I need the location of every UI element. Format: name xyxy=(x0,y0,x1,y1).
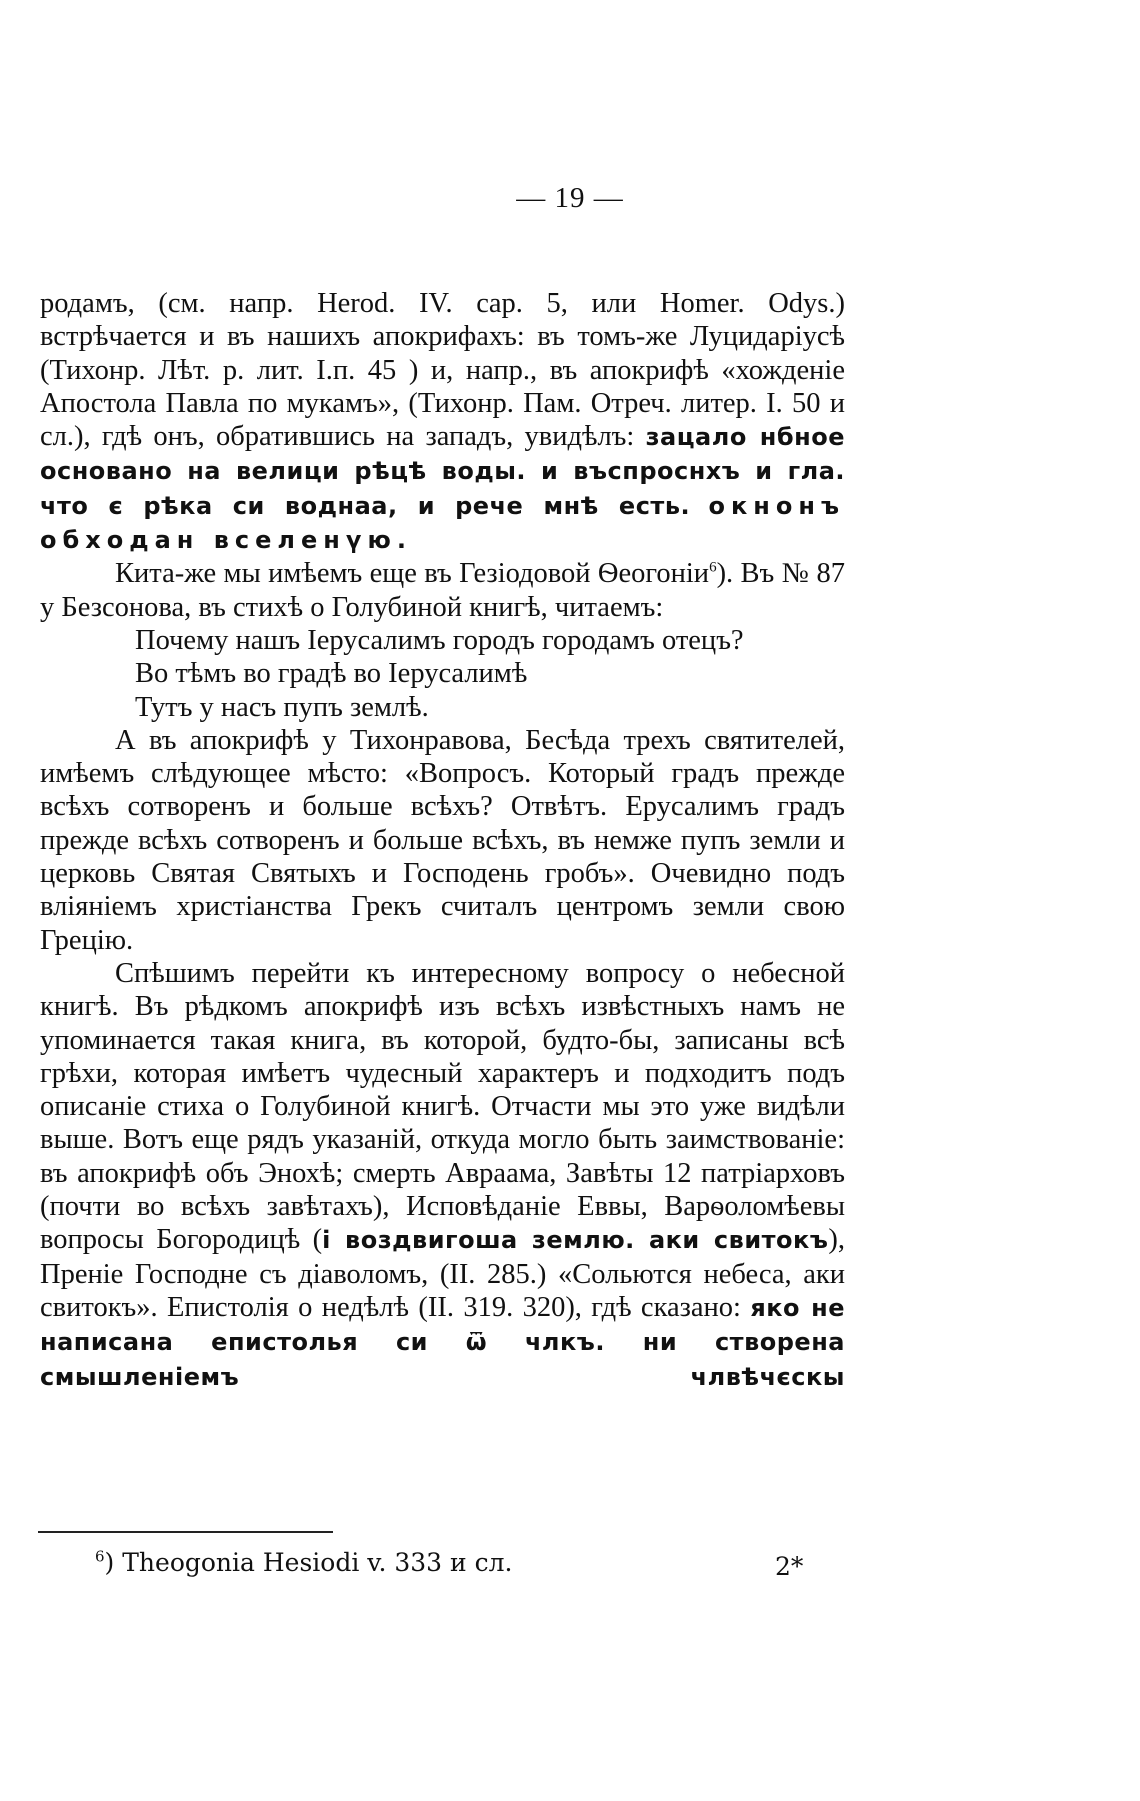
slavonic-quote-1-spaced: окнонъ обходан вселенүю. xyxy=(40,491,845,555)
slavonic-quote-1: зацало нбное основано на велици рѣцѣ воды. и въспроснхъ и гла. что є рѣка си воднаа, и рече мнѣ есть. xyxy=(40,423,845,520)
footnote-ref: 6 xyxy=(709,559,717,576)
verse-line: Во тѣмъ во градѣ во Іерусалимѣ xyxy=(135,658,528,690)
paragraph-4-text: Спѣшимъ перейти къ интересному вопросу о небесной книгѣ. Въ рѣдкомъ апокрифѣ изъ всѣхъ извѣстныхъ намъ не упоминается такая книга, въ которой, будто-бы, записаны всѣ грѣхи, которая имѣетъ чудесный характеръ и подходитъ подъ описаніе стиха о Голубиной книгѣ. Отчасти мы это уже видѣли выше. Вотъ еще рядъ указаній, откуда могло быть заимствованіе: въ апокрифѣ объ Энохѣ; смерть Авраама, Завѣты 12 патріарховъ (почти во всѣхъ завѣтахъ), Исповѣданіе Еввы, Варѳоломѣевы вопросы Богородицѣ ( xyxy=(40,957,845,1256)
paragraph-1-text: родамъ, (см. напр. Herod. IV. cap. 5, или Homer. Odys.) встрѣчается и въ нашихъ апокрифахъ: въ томъ-же Луцидаріусѣ (Тихонр. Лѣт. р. лит. I.п. 45 ) и, напр., въ апокрифѣ «хожденіе Апостола Павла по мукамъ», (Тихонр. Пам. Отреч. литер. I. 50 и сл.), гдѣ онъ, обратившись на западъ, увидѣлъ: xyxy=(40,288,845,453)
footnote-mark: 6 xyxy=(95,1547,105,1566)
paragraph-2 xyxy=(40,557,845,624)
paragraph-3-text: А въ апокрифѣ у Тихонравова, Бесѣда трехъ святителей, имѣемъ слѣдующее мѣсто: «Вопросъ. Который градъ прежде всѣхъ сотворенъ и больше всѣхъ? Отвѣтъ. Ерусалимъ градъ прежде всѣхъ сотворенъ и больше всѣхъ, въ немже пупъ земли и церковь Святая Святыхъ и Господень гробъ». Очевидно подъ вліяніемъ христіанства Грекъ считалъ центромъ земли свою Грецію. xyxy=(40,724,845,956)
verse-line: Тутъ у насъ пупъ землѣ. xyxy=(135,691,429,723)
paragraph-3 xyxy=(40,724,845,957)
slavonic-quote-2: і воздвигоша землю. аки свитокъ xyxy=(322,1226,829,1255)
signature-mark: 2* xyxy=(775,1552,804,1581)
body-text xyxy=(40,287,845,1394)
footnote-rule xyxy=(38,1531,333,1533)
page-number: — 19 — xyxy=(516,182,624,214)
footnote-text: ) Theogonia Hesiodi v. 333 и сл. xyxy=(104,1548,513,1577)
verse-line: Почему нашъ Іерусалимъ городъ городамъ отецъ? xyxy=(135,624,744,656)
paragraph-2-text: Кита-же мы имѣемъ еще въ Гезіодовой Ѳеогоніи xyxy=(115,558,710,590)
paragraph-2-tail: ). Въ № 87 у Безсонова, въ стихѣ о Голубиной книгѣ, читаемъ: xyxy=(40,558,845,623)
paragraph-1 xyxy=(40,287,845,557)
slavonic-quote-3: яко не написана епистолья си ѿ члкъ. ни створена смышленіемъ члвѣчєскы xyxy=(40,1293,846,1391)
paragraph-4-text-2: ), Преніе Господне съ діаволомъ, (II. 285.) «Сольются небеса, аки свитокъ». Епистолія о недѣлѣ (II. 319. 320), гдѣ сказано: xyxy=(40,1224,845,1323)
paragraph-4 xyxy=(40,957,845,1394)
footnote xyxy=(95,1548,512,1577)
verse-block xyxy=(135,624,845,724)
